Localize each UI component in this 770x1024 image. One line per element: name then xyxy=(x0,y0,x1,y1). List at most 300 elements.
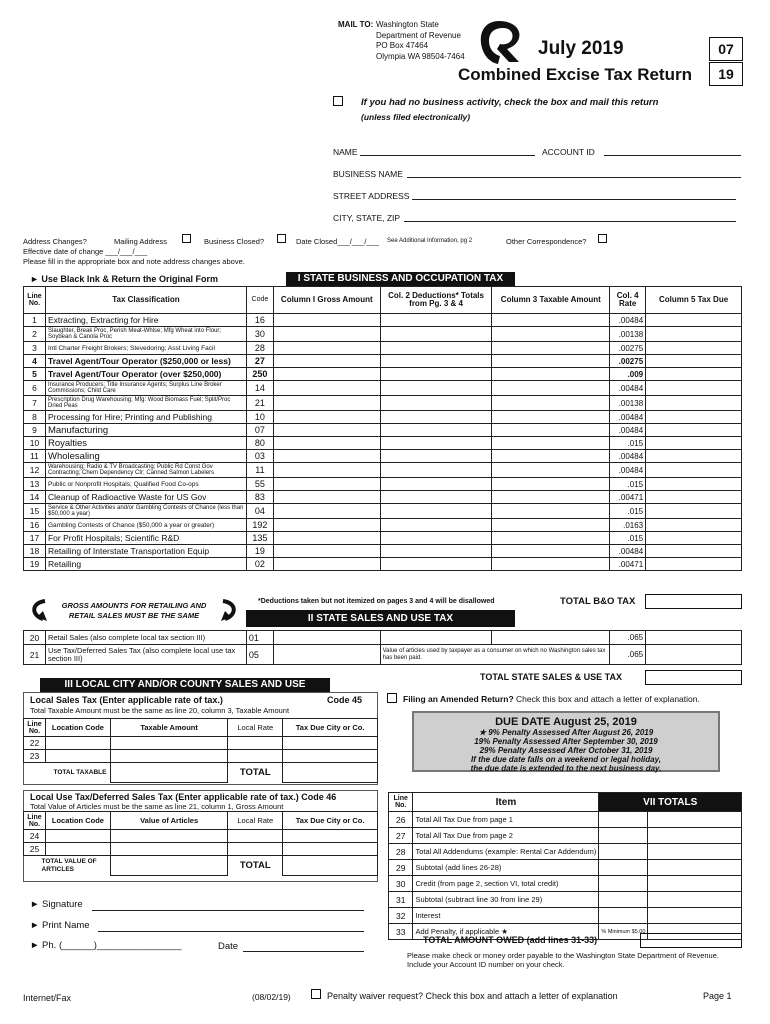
gross-amount-cell[interactable] xyxy=(273,545,380,558)
col-taxable-header: Taxable Amount xyxy=(110,719,227,737)
rate-cell[interactable] xyxy=(599,828,648,844)
local-use-header xyxy=(24,812,378,830)
tax-classification: Insurance Producers; Title Insurance Agents; Surplus Line Broker Commissions; Child Care xyxy=(45,381,246,396)
col-class-header: Tax Classification xyxy=(45,287,246,314)
rate-cell: .00484 xyxy=(610,411,646,424)
deductions-cell[interactable] xyxy=(380,368,492,381)
line-no: 17 xyxy=(24,532,46,545)
deductions-cell[interactable] xyxy=(380,327,492,342)
item-label: Total All Addendums (example: Rental Car Addendum) xyxy=(413,844,599,860)
line-no: 14 xyxy=(24,491,46,504)
amount-cell[interactable] xyxy=(648,828,742,844)
dor-logo xyxy=(476,18,522,66)
street-label: STREET ADDRESS xyxy=(333,191,410,201)
item-label: Add Penalty, if applicable ★ xyxy=(413,924,599,940)
business-name-field[interactable] xyxy=(407,177,741,178)
deductions-cell[interactable] xyxy=(380,519,492,532)
tax-classification: Extracting, Extracting for Hire xyxy=(45,314,246,327)
deductions-cell[interactable] xyxy=(380,504,492,519)
col-value-header: Value of Articles xyxy=(110,812,227,830)
deductions-cell[interactable] xyxy=(380,342,492,355)
tax-due-cell[interactable] xyxy=(646,314,742,327)
gross-amount-cell[interactable] xyxy=(273,424,380,437)
total-row xyxy=(24,856,378,876)
gross-amount-cell[interactable] xyxy=(273,342,380,355)
table-row xyxy=(24,558,742,571)
deductions-note: *Deductions taken but not itemized on pages 3 and 4 will be disallowed xyxy=(258,598,495,605)
table-row xyxy=(24,504,742,519)
col-rate-header: Local Rate xyxy=(228,812,283,830)
business-closed-checkbox[interactable] xyxy=(277,234,286,243)
col-line-header: Line No. xyxy=(24,812,46,830)
local-sales-header xyxy=(24,719,378,737)
account-label: ACCOUNT ID xyxy=(542,147,595,157)
col-item-header: Item xyxy=(413,793,599,812)
rate-cell[interactable] xyxy=(599,812,648,828)
period-title: July 2019 xyxy=(538,38,624,59)
business-name-label: BUSINESS NAME xyxy=(333,169,403,179)
tax-classification: Royalties xyxy=(45,437,246,450)
amount-cell[interactable] xyxy=(648,860,742,876)
tax-due-cell[interactable] xyxy=(646,355,742,368)
rate-cell: .065 xyxy=(610,631,646,645)
taxable-amount-cell[interactable] xyxy=(492,558,610,571)
rate-cell: .00484 xyxy=(610,545,646,558)
taxable-amount-cell[interactable] xyxy=(492,463,610,478)
line-no: 18 xyxy=(24,545,46,558)
deductions-cell[interactable] xyxy=(380,396,492,411)
taxable-amount-cell[interactable] xyxy=(492,450,610,463)
tax-due-cell[interactable] xyxy=(646,504,742,519)
city-label: CITY, STATE, ZIP xyxy=(333,213,401,223)
tax-due-cell[interactable] xyxy=(646,631,742,645)
gross-amount-cell[interactable] xyxy=(273,411,380,424)
tax-due-cell[interactable] xyxy=(646,545,742,558)
total-bo-field[interactable] xyxy=(645,594,742,609)
col-due-header: Tax Due City or Co. xyxy=(283,812,378,830)
name-field[interactable] xyxy=(360,155,535,156)
col-line-header: Line No. xyxy=(24,719,46,737)
month-box: 07 xyxy=(709,37,743,61)
tax-due-cell[interactable] xyxy=(646,327,742,342)
section1-title: I STATE BUSINESS AND OCCUPATION TAX xyxy=(286,272,515,286)
rate-cell: .0163 xyxy=(610,519,646,532)
line-no: 8 xyxy=(24,411,46,424)
deductions-cell[interactable] xyxy=(380,463,492,478)
line-no: 4 xyxy=(24,355,46,368)
col-location-header: Location Code xyxy=(45,719,110,737)
penalty-minimum[interactable]: % Minimum $5.00 xyxy=(599,924,648,940)
line-no: 13 xyxy=(24,478,46,491)
tax-classification: Wholesaling xyxy=(45,450,246,463)
line-no: 26 xyxy=(389,812,413,828)
total-local-use-cell[interactable] xyxy=(283,856,378,876)
print-name-label: ► Print Name xyxy=(30,920,90,931)
tax-due-cell[interactable] xyxy=(646,424,742,437)
local-sales-title: Local Sales Tax (Enter applicable rate of tax.) xyxy=(30,695,223,705)
total-sales-use-label: TOTAL STATE SALES & USE TAX xyxy=(480,672,623,682)
black-ink-note: ► Use Black Ink & Return the Original Form xyxy=(30,274,218,284)
table-row xyxy=(24,463,742,478)
rate-cell: .015 xyxy=(610,437,646,450)
rate-cell[interactable] xyxy=(599,892,648,908)
taxable-amount-cell[interactable] xyxy=(110,737,227,750)
rate-cell: .015 xyxy=(610,532,646,545)
taxable-amount-cell[interactable] xyxy=(492,545,610,558)
value-articles-cell[interactable] xyxy=(110,830,227,843)
tax-code: 05 xyxy=(246,645,273,665)
local-rate-cell[interactable] xyxy=(228,843,283,856)
check-note: Please make check or money order payable to the Washington State Department of Revenue. Include your Account ID number on your check. xyxy=(407,951,719,969)
gross-amount-cell[interactable] xyxy=(273,532,380,545)
rate-cell: .00471 xyxy=(610,558,646,571)
gross-amount-cell[interactable] xyxy=(273,504,380,519)
city-field[interactable] xyxy=(404,221,736,222)
total-taxable-cell[interactable] xyxy=(110,763,227,783)
table-row xyxy=(24,737,378,750)
penalty-waiver-checkbox[interactable] xyxy=(311,989,321,999)
line-no: 12 xyxy=(24,463,46,478)
table-row xyxy=(24,368,742,381)
gross-amount-cell[interactable] xyxy=(273,519,380,532)
tax-classification: Manufacturing xyxy=(45,424,246,437)
print-name-field[interactable] xyxy=(98,931,364,932)
penalty-line: 29% Penalty Assessed After October 31, 2019 xyxy=(479,746,653,755)
tax-classification: Travel Agent/Tour Operator ($250,000 or less) xyxy=(45,355,246,368)
amended-checkbox[interactable] xyxy=(387,693,397,703)
penalty-line: ★ 9% Penalty Assessed After August 26, 2019 xyxy=(478,728,654,737)
line-no: 9 xyxy=(24,424,46,437)
gross-amount-cell[interactable] xyxy=(273,491,380,504)
tax-code: 03 xyxy=(246,450,273,463)
footer-version: (08/02/19) xyxy=(252,992,291,1002)
line-no: 2 xyxy=(24,327,46,342)
location-code-cell[interactable] xyxy=(45,737,110,750)
local-sales-code: Code 45 xyxy=(327,695,363,705)
deductions-cell[interactable] xyxy=(380,355,492,368)
rate-cell[interactable] xyxy=(599,908,648,924)
line-no: 11 xyxy=(24,450,46,463)
tax-code: 01 xyxy=(246,631,273,645)
tax-code: 27 xyxy=(246,355,273,368)
tax-code: 28 xyxy=(246,342,273,355)
gross-amount-cell[interactable] xyxy=(273,463,380,478)
taxable-amount-cell[interactable] xyxy=(492,381,610,396)
total-owed-label: TOTAL AMOUNT OWED (add lines 31-33) xyxy=(423,935,598,945)
taxable-amount-cell[interactable] xyxy=(110,750,227,763)
section7-title: VII TOTALS xyxy=(599,793,742,812)
taxable-amount-cell[interactable] xyxy=(492,491,610,504)
taxable-amount-cell[interactable] xyxy=(492,532,610,545)
table-row xyxy=(389,876,742,892)
table-row xyxy=(24,381,742,396)
line-no: 22 xyxy=(24,737,46,750)
deductions-cell[interactable] xyxy=(380,631,492,645)
gross-amount-cell[interactable] xyxy=(273,645,380,665)
local-rate-cell[interactable] xyxy=(228,737,283,750)
line-no: 25 xyxy=(24,843,46,856)
tax-due-cell[interactable] xyxy=(646,478,742,491)
table-row xyxy=(24,424,742,437)
col5-header: Column 5 Tax Due xyxy=(646,287,742,314)
tax-classification: Processing for Hire; Printing and Publishing xyxy=(45,411,246,424)
rate-cell: .00484 xyxy=(610,463,646,478)
line-no: 3 xyxy=(24,342,46,355)
total-label: TOTAL xyxy=(239,767,271,779)
name-label: NAME xyxy=(333,147,358,157)
use-tax-note: Value of articles used by taxpayer as a consumer on which no Washington sales tax has been paid. xyxy=(380,645,610,665)
tax-code: 14 xyxy=(246,381,273,396)
value-articles-cell[interactable] xyxy=(110,843,227,856)
col-due-header: Tax Due City or Co. xyxy=(283,719,378,737)
mailing-address-checkbox[interactable] xyxy=(182,234,191,243)
table-row xyxy=(24,491,742,504)
tax-classification: Travel Agent/Tour Operator (over $250,000) xyxy=(45,368,246,381)
taxable-amount-cell[interactable] xyxy=(492,327,610,342)
tax-due-cell[interactable] xyxy=(646,532,742,545)
total-taxable-label: TOTAL TAXABLE xyxy=(53,768,107,776)
gross-amount-cell[interactable] xyxy=(273,396,380,411)
gross-amount-cell[interactable] xyxy=(273,381,380,396)
deductions-cell[interactable] xyxy=(380,411,492,424)
location-code-cell[interactable] xyxy=(45,750,110,763)
phone-label[interactable]: ► Ph. (______)________________ xyxy=(30,940,182,951)
tax-code: 55 xyxy=(246,478,273,491)
tax-classification: Public or Nonprofit Hospitals; Qualified Food Co-ops xyxy=(45,478,246,491)
rate-cell: .00138 xyxy=(610,327,646,342)
taxable-amount-cell[interactable] xyxy=(492,355,610,368)
taxable-amount-cell[interactable] xyxy=(492,631,610,645)
rate-cell: .015 xyxy=(610,478,646,491)
line-no: 31 xyxy=(389,892,413,908)
see-additional-label: See Additional Information, pg 2 xyxy=(387,238,473,244)
total-label: TOTAL xyxy=(239,860,271,872)
table-row xyxy=(24,327,742,342)
tax-classification: Slaughter, Break Proc, Perish Meat-Whlse; Mfg Wheat into Flour; Soybean & Canola Proc xyxy=(45,327,246,342)
rate-cell: .00471 xyxy=(610,491,646,504)
address-line: Washington State xyxy=(376,20,439,29)
local-sales-sub: Total Taxable Amount must be the same as line 20, column 3, Taxable Amount xyxy=(30,706,290,715)
location-code-cell[interactable] xyxy=(45,843,110,856)
signature-label: ► Signature xyxy=(30,899,83,910)
tax-due-cell[interactable] xyxy=(646,381,742,396)
tax-due-cell[interactable] xyxy=(646,411,742,424)
mailing-address-label: Mailing Address xyxy=(114,237,167,246)
table-row xyxy=(24,645,742,665)
local-use-sub: Total Value of Articles must be the same as line 21, column 1, Gross Amount xyxy=(30,802,284,811)
col4-header: Col. 4 Rate xyxy=(610,287,646,314)
tax-code: 135 xyxy=(246,532,273,545)
taxable-amount-cell[interactable] xyxy=(492,437,610,450)
taxable-amount-cell[interactable] xyxy=(492,314,610,327)
local-use-table xyxy=(23,811,378,876)
deductions-cell[interactable] xyxy=(380,450,492,463)
deductions-cell[interactable] xyxy=(380,381,492,396)
item-label: Total All Tax Due from page 2 xyxy=(413,828,599,844)
mail-to-label: MAIL TO: xyxy=(338,20,374,29)
item-label: Interest xyxy=(413,908,599,924)
section3-title: III LOCAL CITY AND/OR COUNTY SALES AND USE xyxy=(40,678,330,692)
taxable-amount-cell[interactable] xyxy=(492,519,610,532)
table-row xyxy=(24,830,378,843)
tax-due-cell[interactable] xyxy=(646,558,742,571)
year-box: 19 xyxy=(709,62,743,86)
tax-due-cell[interactable] xyxy=(283,843,378,856)
col-line-header: Line No. xyxy=(389,793,413,812)
deductions-cell[interactable] xyxy=(380,314,492,327)
tax-code: 30 xyxy=(246,327,273,342)
gross-amount-cell[interactable] xyxy=(273,450,380,463)
deductions-cell[interactable] xyxy=(380,558,492,571)
amount-cell[interactable] xyxy=(648,876,742,892)
rate-cell: .00484 xyxy=(610,450,646,463)
deductions-cell[interactable] xyxy=(380,532,492,545)
due-date-title: DUE DATE August 25, 2019 xyxy=(495,716,637,728)
gross-amount-cell[interactable] xyxy=(273,368,380,381)
tax-classification: Prescription Drug Warehousing; Mfg: Wood Biomass Fuel; Split/Proc Dried Peas xyxy=(45,396,246,411)
tax-due-cell[interactable] xyxy=(646,368,742,381)
tax-due-cell[interactable] xyxy=(283,737,378,750)
amount-cell[interactable] xyxy=(648,892,742,908)
rate-cell: .00484 xyxy=(610,314,646,327)
rate-cell: .00484 xyxy=(610,381,646,396)
taxable-amount-cell[interactable] xyxy=(492,424,610,437)
tax-code: 83 xyxy=(246,491,273,504)
rate-cell[interactable] xyxy=(599,844,648,860)
taxable-amount-cell[interactable] xyxy=(492,342,610,355)
tax-classification: Service & Other Activities and/or Gambling Contests of Chance (less than $50,000 a year) xyxy=(45,504,246,519)
table-row xyxy=(24,631,742,645)
amount-cell[interactable] xyxy=(648,812,742,828)
tax-code: 250 xyxy=(246,368,273,381)
form-title: Combined Excise Tax Return xyxy=(458,65,692,84)
other-correspondence-checkbox[interactable] xyxy=(598,234,607,243)
line-no: 23 xyxy=(24,750,46,763)
table-row xyxy=(24,532,742,545)
tax-due-cell[interactable] xyxy=(646,463,742,478)
deductions-cell[interactable] xyxy=(380,478,492,491)
no-activity-checkbox[interactable] xyxy=(333,96,343,106)
tax-classification: Intl Charter Freight Brokers; Stevedoring; Asst Living Facil xyxy=(45,342,246,355)
line-no: 20 xyxy=(24,631,46,645)
address-changes-label: Address Changes? xyxy=(23,237,87,246)
local-rate-cell[interactable] xyxy=(228,830,283,843)
footer-left: Internet/Fax xyxy=(23,993,72,1003)
tax-due-cell[interactable] xyxy=(646,342,742,355)
bo-table-header xyxy=(24,287,742,314)
sales-use-table xyxy=(23,630,742,665)
rate-cell[interactable] xyxy=(599,860,648,876)
signature-field[interactable] xyxy=(92,910,364,911)
item-label: Total All Tax Due from page 1 xyxy=(413,812,599,828)
tax-due-cell[interactable] xyxy=(646,491,742,504)
tax-due-cell[interactable] xyxy=(283,830,378,843)
local-rate-cell[interactable] xyxy=(228,750,283,763)
tax-classification: Retail Sales (also complete local tax section III) xyxy=(45,631,246,645)
tax-code: 192 xyxy=(246,519,273,532)
taxable-amount-cell[interactable] xyxy=(492,504,610,519)
total-sales-use-field[interactable] xyxy=(645,670,742,685)
fill-in-note: Please fill in the appropriate box and note address changes above. xyxy=(23,257,245,266)
line-no: 6 xyxy=(24,381,46,396)
gross-amount-cell[interactable] xyxy=(273,327,380,342)
mail-to-block xyxy=(338,20,465,61)
date-label: Date xyxy=(218,941,239,952)
tax-due-cell[interactable] xyxy=(646,437,742,450)
gross-amount-cell[interactable] xyxy=(273,437,380,450)
total-value-label: TOTAL VALUE OF ARTICLES xyxy=(41,857,97,873)
street-field[interactable] xyxy=(412,199,736,200)
total-owed-field[interactable] xyxy=(640,933,742,948)
table-row xyxy=(389,828,742,844)
taxable-amount-cell[interactable] xyxy=(492,396,610,411)
tax-classification: Use Tax/Deferred Sales Tax (also complete local use tax section III) xyxy=(45,645,246,665)
table-row xyxy=(24,396,742,411)
taxable-amount-cell[interactable] xyxy=(492,368,610,381)
taxable-amount-cell[interactable] xyxy=(492,411,610,424)
rate-cell: .00275 xyxy=(610,355,646,368)
deductions-cell[interactable] xyxy=(380,424,492,437)
gross-amount-cell[interactable] xyxy=(273,355,380,368)
table-row xyxy=(24,478,742,491)
item-label: Credit (from page 2, section VI, total credit) xyxy=(413,876,599,892)
deductions-cell[interactable] xyxy=(380,437,492,450)
line-no: 32 xyxy=(389,908,413,924)
due-date-note: the due date is extended to the next business day. xyxy=(470,764,662,773)
taxable-amount-cell[interactable] xyxy=(492,478,610,491)
rate-cell[interactable] xyxy=(599,876,648,892)
table-row xyxy=(24,437,742,450)
line-no: 24 xyxy=(24,830,46,843)
date-field[interactable] xyxy=(243,951,364,952)
location-code-cell[interactable] xyxy=(45,830,110,843)
tax-code: 02 xyxy=(246,558,273,571)
col-location-header: Location Code xyxy=(45,812,110,830)
tax-code: 10 xyxy=(246,411,273,424)
tax-due-cell[interactable] xyxy=(646,519,742,532)
deductions-cell[interactable] xyxy=(380,545,492,558)
col1-header: Column I Gross Amount xyxy=(273,287,380,314)
tax-code: 04 xyxy=(246,504,273,519)
tax-classification: Warehousing; Radio & TV Broadcasting; Public Rd Const Gov Contracting; Chem Dependency Ctr; Canned Salmon Labelers xyxy=(45,463,246,478)
gross-amount-cell[interactable] xyxy=(273,558,380,571)
gross-amount-cell[interactable] xyxy=(273,631,380,645)
total-local-sales-cell[interactable] xyxy=(283,763,378,783)
table-row xyxy=(24,545,742,558)
gross-amount-cell[interactable] xyxy=(273,478,380,491)
tax-due-cell[interactable] xyxy=(283,750,378,763)
tax-due-cell[interactable] xyxy=(646,450,742,463)
table-row xyxy=(24,411,742,424)
amount-cell[interactable] xyxy=(648,908,742,924)
other-correspondence-label: Other Correspondence? xyxy=(506,237,587,246)
tax-classification: For Profit Hospitals; Scientific R&D xyxy=(45,532,246,545)
total-value-cell[interactable] xyxy=(110,856,227,876)
tax-code: 07 xyxy=(246,424,273,437)
line-no: 29 xyxy=(389,860,413,876)
tax-classification: Retailing of Interstate Transportation Equip xyxy=(45,545,246,558)
deductions-cell[interactable] xyxy=(380,491,492,504)
tax-due-cell[interactable] xyxy=(646,396,742,411)
account-field[interactable] xyxy=(604,155,741,156)
no-activity-sub: (unless filed electronically) xyxy=(361,112,471,122)
local-use-title: Local Use Tax/Deferred Sales Tax (Enter applicable rate of tax.) Code 46 xyxy=(30,792,337,802)
table-row xyxy=(24,843,378,856)
gross-amount-cell[interactable] xyxy=(273,314,380,327)
page-number: Page 1 xyxy=(703,991,732,1001)
amount-cell[interactable] xyxy=(648,844,742,860)
tax-due-cell[interactable] xyxy=(646,645,742,665)
